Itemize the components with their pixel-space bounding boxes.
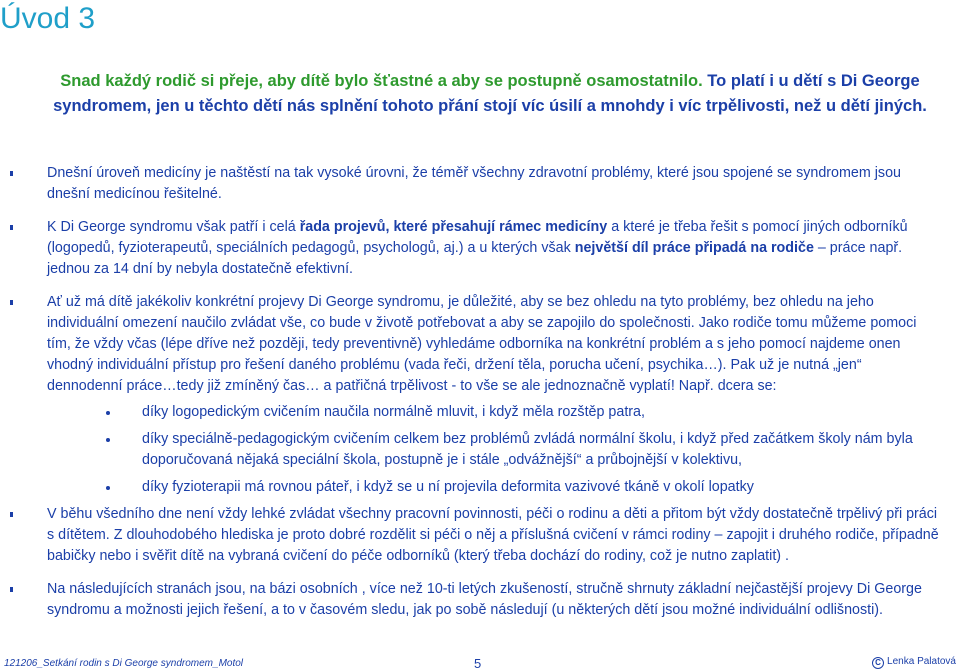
- bullet-list: [0, 163, 960, 621]
- dot-bullet-icon: [106, 486, 110, 490]
- bullet-text: V běhu všedního dne není vždy lehké zvládat všechny pracovní povinnosti, péči o rodinu a děti a přitom být vždy dostatečně trpělivý při práci s dítětem. Z dlouhodobého hlediska je proto dobré rozdělit si péči o něj a příslušná cvičení v rámci rodiny – zapojit i druhého rodiče, případně babičky nebo i svěřit dítě na vybraná cvičení do péče odborníků (který třeba dochází do rodiny, což je nutno zaplatit) .: [47, 506, 939, 564]
- bullet-text: K Di George syndromu však patří i celá: [47, 219, 300, 235]
- bullet-family-care: [0, 504, 960, 567]
- sub-item-physio: díky fyzioterapii má rovnou páteř, i když se u ní projevila deformita vazivové tkáně v okolí lopatky: [47, 477, 940, 498]
- dot-bullet-icon: [106, 438, 110, 442]
- bullet-text: Ať už má dítě jakékoliv konkrétní projevy Di George syndromu, je důležité, aby se bez ohledu na tyto problémy, bez ohledu na jeho individuální omezení naučilo zvládat vše, co bude v životě potřebovat a aby se zapojilo do společnosti. Jako rodiče tomu můžeme pomoci tím, že vždy včas (lépe dříve než později, tedy preventivně) vyhledáme odborníka na konkrétní problém a s jeho pomocí najdeme onen vhodný individuální přístup pro řešení daného problému (vada řeči, držení těla, porucha učení, psychika…). Pak už je nutná „jen“ dennodenní práce…tedy již zmíněný čas… a patřičná trpělivost - to vše se ale jednoznačně vyplatí! Např. dcera se:: [47, 294, 917, 394]
- square-bullet-icon: [10, 587, 13, 592]
- square-bullet-icon: [10, 171, 13, 176]
- bullet-text: – práce např. jednou za 14 dní by nebyla dostatečně efektivní.: [47, 240, 903, 277]
- sub-list: [47, 402, 940, 498]
- square-bullet-icon: [10, 225, 13, 230]
- bullet-manifestations: [0, 217, 960, 280]
- page-number: 5: [474, 656, 482, 671]
- square-bullet-icon: [10, 512, 13, 517]
- dot-bullet-icon: [106, 411, 110, 415]
- bullet-following-pages: [0, 579, 960, 621]
- author-name: Lenka Palatová: [887, 656, 956, 667]
- sub-item-speech: díky logopedickým cvičením naučila normálně mluvit, i když měla rozštěp patra,: [47, 402, 940, 423]
- bullet-emphasis: největší díl práce připadá na rodiče: [574, 240, 814, 256]
- bullet-text: a které je třeba řešit s pomocí jiných odborníků (logopedů, fyzioterapeutů, speciálních pedagogů, psychologů, aj.) a u kterých však: [47, 219, 908, 256]
- footer: [0, 655, 960, 671]
- copyright-icon: C: [872, 657, 884, 669]
- bullet-text: Na následujících stranách jsou, na bázi osobních , více než 10-ti letých zkušeností, stručně shrnuty základní nejčastější projevy Di George syndromu a možnosti jejich řešení, a to v časovém sledu, jak po sobě následují (u některých dětí jsou možné individuální odlišnosti).: [47, 581, 922, 618]
- bullet-approach: [0, 292, 960, 498]
- intro-part-blue: To platí i u dětí s Di George syndromem, jen u těchto dětí nás splnění tohoto přání stojí víc úsilí a mnohdy i víc trpělivosti, než u dětí jiných.: [53, 72, 927, 115]
- slide-title: Úvod 3: [0, 2, 96, 35]
- sub-item-school: díky speciálně-pedagogickým cvičením celkem bez problémů zvládá normální školu, i když před začátkem školy nám byla doporučovaná nějaká speciální škola, postupně je i stále „odvážnější“ a průbojnější v kolektivu,: [47, 429, 940, 471]
- intro-part-green: Snad každý rodič si přeje, aby dítě bylo šťastné a aby se postupně osamostatnilo.: [60, 72, 703, 90]
- intro-paragraph: [50, 69, 930, 119]
- footer-author: [872, 656, 956, 669]
- bullet-medicine: [0, 163, 960, 205]
- square-bullet-icon: [10, 300, 13, 305]
- bullet-text: Dnešní úroveň medicíny je naštěstí na tak vysoké úrovni, že téměř všechny zdravotní problémy, které jsou spojené se syndromem jsou dnešní medicínou řešitelné.: [47, 165, 901, 202]
- footer-event-label: 121206_Setkání rodin s Di George syndromem_Motol: [4, 658, 244, 669]
- bullet-emphasis: řada projevů, které přesahují rámec medicíny: [299, 219, 608, 235]
